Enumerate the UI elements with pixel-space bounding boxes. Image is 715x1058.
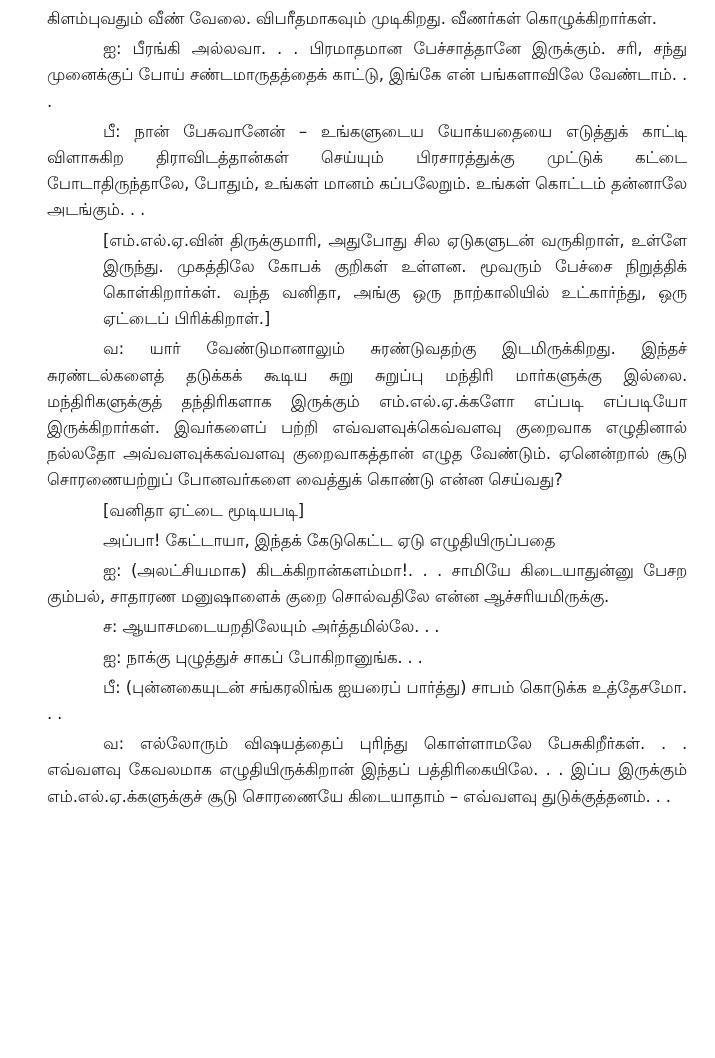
- paragraph-dialogue-sa-1: ச: ஆயாசமடையறதிலேயும் அர்த்தமில்லே. . .: [103, 617, 440, 637]
- paragraph-dialogue-ai-1: ஐ: பீரங்கி அல்லவா. . . பிரமாதமான பேச்சாத்தானே இருக்கும். சரி, சந்து முனைக்குப் போய் சண்டமாருதத்தைக் காட்டு, இங்கே என் பங்களாவிலே வேண்டாம். . .: [47, 39, 687, 111]
- paragraph-dialogue-ai-2: ஐ: (அலட்சியமாக) கிடக்கிறான்களம்மா!. . . சாமியே கிடையாதுன்னு பேசற கும்பல், சாதாரண மனுஷாளைக் குறை சொல்வதிலே என்ன ஆச்சரியமிருக்கு.: [47, 561, 687, 607]
- paragraph-dialogue-ai-3: ஐ: நாக்கு புழுத்துச் சாகப் போகிறானுங்க. . .: [103, 647, 423, 667]
- paragraph-dialogue-pee-1: பீ: நான் பேசுவானேன் – உங்களுடைய யோக்யதையை எடுத்துக் காட்டி விளாசுகிற திராவிடத்தான்கள் செய்யும் பிரசாரத்துக்கு முட்டுக் கட்டை போடாதிருந்தாலே, போதும், உங்கள் மானம் கப்பலேறும். உங்கள் கொட்டம் தன்னாலே அடங்கும். . .: [47, 121, 687, 220]
- paragraph-stage-direction-1: [எம்.எல்.ஏ.வின் திருக்குமாரி, அதுபோது சில ஏடுகளுடன் வருகிறாள், உள்ளே இருந்து. முகத்திலே கோபக் குறிகள் உள்ளன. மூவரும் பேச்சை நிறுத்திக் கொள்கிறார்கள். வந்த வனிதா, அங்கு ஒரு நாற்காலியில் உட்கார்ந்து, ஒரு ஏட்டைப் பிரிக்கிறாள்.]: [103, 230, 687, 329]
- paragraph-dialogue-va-1: வ: யார் வேண்டுமானாலும் சுரண்டுவதற்கு இடமிருக்கிறது. இந்தச் சுரண்டல்களைத் தடுக்கக் கூடிய சுறு சுறுப்பு மந்திரி மார்களுக்கு இல்லை. மந்திரிகளுக்குத் தந்திரிகளாக இருக்கும் எம்.எல்.ஏ.க்களோ எப்படி எப்படியோ இருக்கிறார்கள். இவர்களைப் பற்றி எவ்வளவுக்கெவ்வளவு குறைவாக எழுதினால் நல்லதோ அவ்வளவுக்கவ்வளவு குறைவாகத்தான் எழுத வேண்டும். ஏனென்றால் சூடு சொரணையற்றுப் போனவர்களை வைத்துக் கொண்டு என்ன செய்வது?: [47, 339, 687, 490]
- paragraph-stage-direction-2: [வனிதா ஏட்டை மூடியபடி]: [103, 500, 304, 520]
- paragraph-continuation: கிளம்புவதும் வீண் வேலை. விபரீதமாகவும் முடிகிறது. வீணர்கள் கொழுக்கிறார்கள்.: [47, 9, 657, 28]
- paragraph-dialogue-va-2: வ: எல்லோரும் விஷயத்தைப் புரிந்து கொள்ளாமலே பேசுகிறீர்கள். . . எவ்வளவு கேவலமாக எழுதியிருக்கிறான் இந்தப் பத்திரிகையிலே. . . இப்ப இருக்கும் எம்.எல்.ஏ.க்களுக்குச் சூடு சொரணையே கிடையாதாம் – எவ்வளவு துடுக்குத்தனம். . .: [47, 734, 687, 806]
- paragraph-exclamation: அப்பா! கேட்டாயா, இந்தக் கேடுகெட்ட ஏடு எழுதியிருப்பதை: [103, 530, 556, 550]
- paragraph-dialogue-pee-2: பீ: (புன்னகையுடன் சங்கரலிங்க ஐயரைப் பார்த்து) சாபம் கொடுக்க உத்தேசமோ. . .: [47, 677, 687, 724]
